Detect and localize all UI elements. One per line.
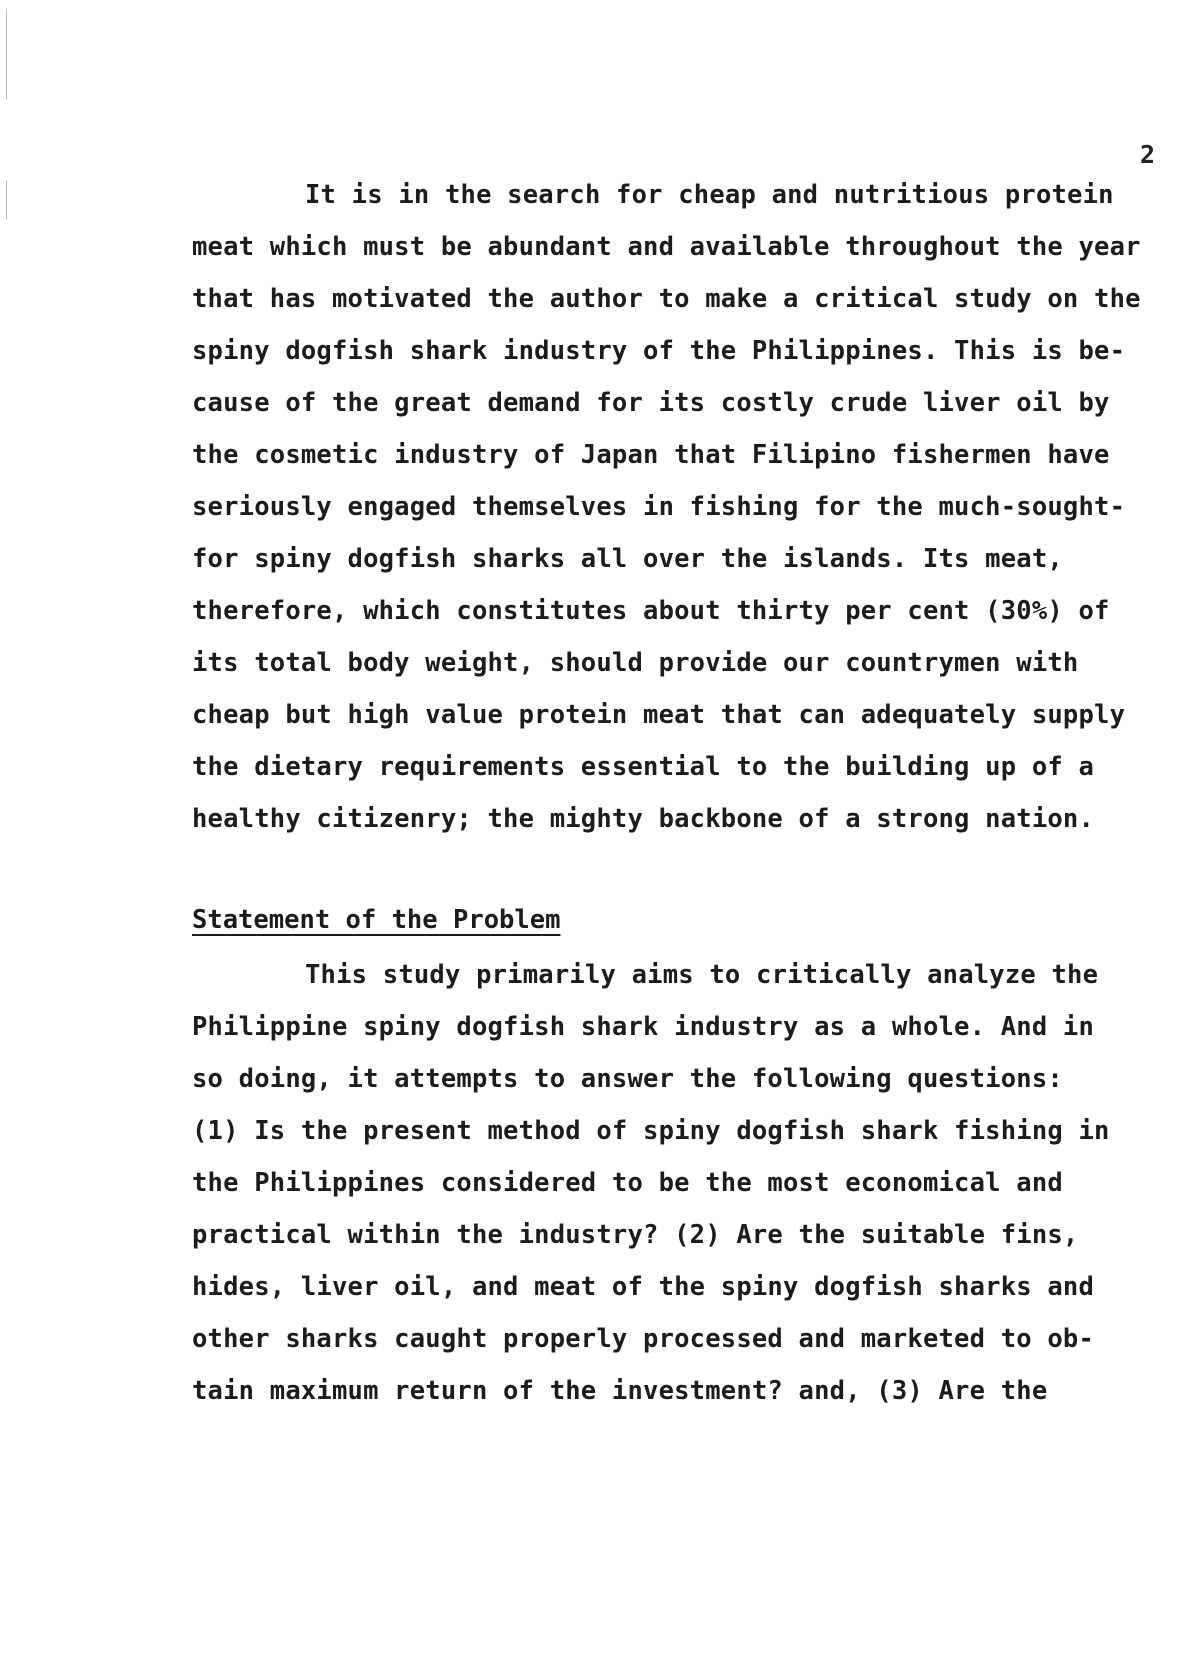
paragraph-line: meat which must be abundant and available throughout the year	[192, 232, 1141, 262]
paragraph-line: It is in the search for cheap and nutritious protein	[305, 180, 1114, 210]
paragraph-line: hides, liver oil, and meat of the spiny dogfish sharks and	[192, 1272, 1095, 1302]
paragraph-line: seriously engaged themselves in fishing for the much-sought-	[192, 492, 1126, 522]
paragraph-line: (1) Is the present method of spiny dogfish shark fishing in	[192, 1116, 1110, 1146]
paragraph-line: cheap but high value protein meat that can adequately supply	[192, 700, 1126, 730]
paragraph-line: the Philippines considered to be the most economical and	[192, 1168, 1063, 1198]
paragraph-line: that has motivated the author to make a critical study on the	[192, 284, 1141, 314]
paragraph-line: healthy citizenry; the mighty backbone of a strong nation.	[192, 804, 1095, 834]
paragraph-line: spiny dogfish shark industry of the Philippines. This is be-	[192, 336, 1126, 366]
section-heading: Statement of the Problem	[192, 905, 561, 935]
paragraph-line: its total body weight, should provide our countrymen with	[192, 648, 1079, 678]
paragraph-line: This study primarily aims to critically analyze the	[305, 960, 1099, 990]
paragraph-line: tain maximum return of the investment? and, (3) Are the	[192, 1376, 1048, 1406]
paragraph-line: the dietary requirements essential to the building up of a	[192, 752, 1095, 782]
paragraph-line: cause of the great demand for its costly crude liver oil by	[192, 388, 1110, 418]
page-number: 2	[1140, 140, 1156, 169]
paragraph-line: the cosmetic industry of Japan that Filipino fishermen have	[192, 440, 1110, 470]
paragraph-line: therefore, which constitutes about thirty per cent (30%) of	[192, 596, 1110, 626]
paragraph-line: Philippine spiny dogfish shark industry as a whole. And in	[192, 1012, 1095, 1042]
margin-scan-mark	[6, 180, 7, 220]
paragraph-line: for spiny dogfish sharks all over the islands. Its meat,	[192, 544, 1063, 574]
paragraph-line: other sharks caught properly processed and marketed to ob-	[192, 1324, 1095, 1354]
paragraph-line: so doing, it attempts to answer the following questions:	[192, 1064, 1063, 1094]
paragraph-line: practical within the industry? (2) Are the suitable fins,	[192, 1220, 1079, 1250]
margin-scan-mark	[6, 10, 7, 100]
